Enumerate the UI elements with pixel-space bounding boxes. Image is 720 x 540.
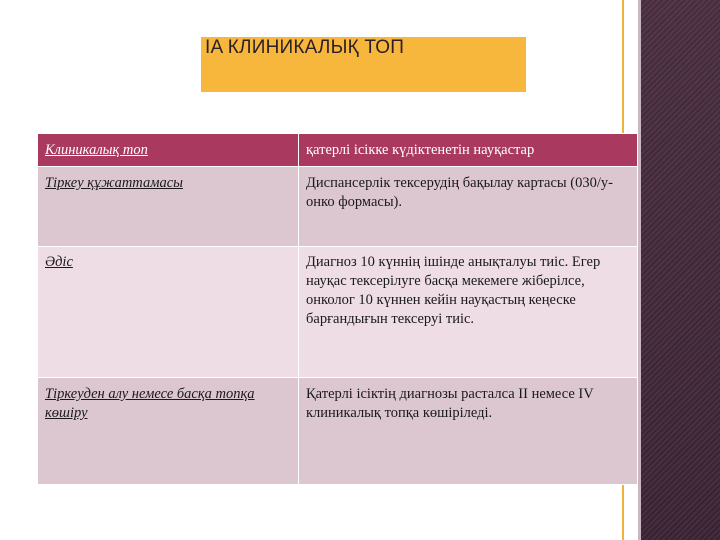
- header-value-cell: қатерлі ісікке күдіктенетін науқастар: [299, 134, 638, 167]
- table-row: [38, 378, 638, 485]
- header-label-cell: Клиникалық топ: [38, 134, 299, 167]
- row-value-registration: Диспансерлік тексерудің бақылау картасы (030/у-онко формасы).: [299, 167, 638, 247]
- table-row: [38, 247, 638, 378]
- row-label-method: Әдіс: [38, 247, 299, 378]
- clinical-group-table: [37, 133, 638, 485]
- row-value-method: Диагноз 10 күннің ішінде анықталуы тиіс. Егер науқас тексерілуге басқа мекемеге жіберілсе, онколог 10 күннен кейін науқастың кеңеске барғандығын тексеруі тиіс.: [299, 247, 638, 378]
- slide-title: IA КЛИНИКАЛЫҚ ТОП: [205, 37, 405, 58]
- table-row: [38, 167, 638, 247]
- table-header-row: [38, 134, 638, 167]
- row-value-deregistration: Қатерлі ісіктің диагнозы расталса II немесе IV клиникалық топқа көшіріледі.: [299, 378, 638, 485]
- row-label-deregistration: Тіркеуден алу немесе басқа топқа көшіру: [38, 378, 299, 485]
- row-label-registration: Тіркеу құжаттамасы: [38, 167, 299, 247]
- decorative-side-band: [641, 0, 720, 540]
- title-box: [201, 37, 526, 92]
